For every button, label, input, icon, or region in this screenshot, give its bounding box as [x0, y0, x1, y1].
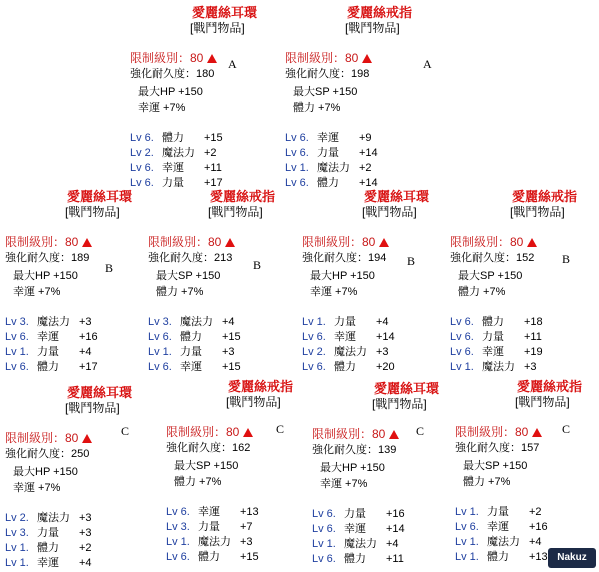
enchant-row [285, 144, 378, 160]
enchant-value: +11 [524, 331, 542, 343]
enchant-level: Lv 6. [148, 331, 172, 343]
level-requirement: 限制級別：80 [5, 429, 92, 446]
durability: 強化耐久度：213 [148, 252, 233, 264]
enchant-row [148, 313, 235, 329]
item-title: 愛麗絲耳環 [67, 385, 133, 400]
bonus-stat: 幸運 +7% [13, 482, 61, 494]
set-tag: C [416, 424, 425, 438]
enchant-row [302, 343, 389, 359]
enchant-level: Lv 2. [5, 512, 29, 524]
enchant-value: +14 [376, 331, 395, 343]
item-category: [戰鬥物品] [226, 395, 281, 409]
enchant-stat-name: 幸運 [344, 523, 366, 535]
enchant-level: Lv 6. [166, 506, 190, 518]
enchant-row [5, 509, 92, 525]
enchant-stat-name: 幸運 [180, 361, 202, 373]
level-requirement: 限制級別：80 [285, 49, 372, 66]
enchant-level: Lv 1. [5, 557, 29, 569]
enchant-value: +4 [386, 538, 399, 550]
enchant-level: Lv 1. [455, 551, 479, 563]
enchant-level: Lv 6. [285, 177, 309, 189]
set-tag: C [562, 422, 571, 436]
main-stat: 最大SP +150 [293, 86, 358, 98]
durability: 強化耐久度：157 [455, 442, 540, 454]
set-tag: B [253, 258, 262, 272]
durability: 強化耐久度：152 [450, 252, 535, 264]
enchant-stat-name: 體力 [162, 132, 184, 144]
enchant-level: Lv 6. [130, 132, 154, 144]
enchant-stat-name: 魔法力 [487, 536, 520, 548]
enchant-row [5, 343, 92, 359]
main-stat: 最大SP +150 [458, 270, 523, 282]
enchant-stat-name: 魔法力 [162, 147, 195, 159]
item-category: [戰鬥物品] [345, 21, 400, 35]
enchant-row [302, 358, 395, 374]
enchant-row [285, 159, 372, 175]
enchant-row [455, 548, 548, 564]
main-stat: 最大SP +150 [156, 270, 221, 282]
enchant-stat-name: 魔法力 [334, 346, 367, 358]
item-card [285, 2, 435, 187]
item-title: 愛麗絲耳環 [67, 189, 133, 204]
item-title: 愛麗絲戒指 [228, 379, 294, 394]
enchant-value: +2 [529, 506, 542, 518]
enchant-level: Lv 1. [5, 346, 29, 358]
item-title: 愛麗絲戒指 [517, 379, 583, 394]
item-card [148, 186, 298, 371]
enchant-level: Lv 1. [148, 346, 172, 358]
level-requirement: 限制級別：80 [5, 233, 92, 250]
main-stat: 最大HP +150 [320, 462, 385, 474]
enchant-value: +3 [79, 527, 92, 539]
enchant-stat-name: 魔法力 [317, 162, 350, 174]
enchant-row [5, 313, 92, 329]
enchant-value: +13 [240, 506, 259, 518]
enchant-row [455, 533, 542, 549]
enchant-value: +19 [524, 346, 543, 358]
enchant-row [450, 358, 537, 374]
item-card [130, 2, 280, 187]
enchant-level: Lv 1. [285, 162, 309, 174]
enchant-stat-name: 體力 [334, 361, 356, 373]
warning-triangle-icon [225, 238, 235, 247]
enchant-value: +3 [376, 346, 389, 358]
item-category: [戰鬥物品] [515, 395, 570, 409]
enchant-value: +4 [79, 557, 92, 569]
enchant-value: +15 [240, 551, 259, 563]
enchant-level: Lv 1. [455, 536, 479, 548]
enchant-value: +18 [524, 316, 543, 328]
enchant-level: Lv 6. [312, 508, 336, 520]
durability: 強化耐久度：189 [5, 252, 90, 264]
enchant-value: +11 [204, 162, 222, 174]
enchant-stat-name: 力量 [37, 346, 59, 358]
enchant-value: +2 [359, 162, 372, 174]
enchant-value: +16 [386, 508, 405, 520]
item-category: [戰鬥物品] [190, 21, 245, 35]
enchant-stat-name: 幸運 [162, 162, 184, 174]
durability: 強化耐久度：194 [302, 252, 387, 264]
enchant-row [312, 505, 405, 521]
set-tag: B [407, 254, 416, 268]
enchant-stat-name: 體力 [317, 177, 339, 189]
enchant-stat-name: 幸運 [198, 506, 220, 518]
enchant-row [166, 533, 253, 549]
durability: 強化耐久度：250 [5, 448, 90, 460]
item-card [166, 376, 316, 561]
enchant-level: Lv 6. [450, 346, 474, 358]
bonus-stat: 體力 +7% [174, 476, 222, 488]
durability: 強化耐久度：180 [130, 68, 215, 80]
enchant-stat-name: 力量 [37, 527, 59, 539]
enchant-row [5, 539, 92, 555]
enchant-level: Lv 6. [5, 361, 29, 373]
level-requirement: 限制級別：80 [302, 233, 389, 250]
enchant-value: +20 [376, 361, 395, 373]
set-tag: B [105, 261, 114, 275]
item-title: 愛麗絲耳環 [374, 381, 440, 396]
enchant-row [450, 313, 543, 329]
enchant-stat-name: 魔法力 [482, 361, 515, 373]
main-stat: 最大HP +150 [310, 270, 375, 282]
durability: 強化耐久度：139 [312, 444, 397, 456]
enchant-row [148, 358, 241, 374]
enchant-value: +15 [222, 331, 241, 343]
item-category: [戰鬥物品] [362, 205, 417, 219]
enchant-stat-name: 魔法力 [344, 538, 377, 550]
set-tag: A [228, 57, 237, 71]
warning-triangle-icon [243, 428, 253, 437]
enchant-value: +15 [204, 132, 223, 144]
enchant-row [166, 518, 253, 534]
enchant-level: Lv 6. [455, 521, 479, 533]
enchant-value: +17 [204, 177, 223, 189]
enchant-value: +7 [240, 521, 253, 533]
enchant-value: +4 [222, 316, 235, 328]
enchant-value: +9 [359, 132, 372, 144]
enchant-level: Lv 6. [312, 523, 336, 535]
item-title: 愛麗絲戒指 [512, 189, 578, 204]
enchant-value: +11 [386, 553, 404, 565]
enchant-stat-name: 幸運 [317, 132, 339, 144]
level-requirement: 限制級別：80 [455, 423, 542, 440]
item-card [450, 186, 599, 371]
level-requirement: 限制級別：80 [166, 423, 253, 440]
enchant-level: Lv 1. [455, 506, 479, 518]
warning-triangle-icon [362, 54, 372, 63]
enchant-row [148, 343, 235, 359]
enchant-stat-name: 體力 [37, 361, 59, 373]
enchant-row [450, 328, 542, 344]
enchant-row [166, 548, 259, 564]
enchant-level: Lv 6. [302, 361, 326, 373]
enchant-level: Lv 1. [302, 316, 326, 328]
enchant-stat-name: 力量 [317, 147, 339, 159]
enchant-stat-name: 體力 [180, 331, 202, 343]
level-requirement: 限制級別：80 [148, 233, 235, 250]
enchant-stat-name: 幸運 [37, 331, 59, 343]
main-stat: 最大SP +150 [463, 460, 528, 472]
enchant-row [302, 313, 389, 329]
enchant-row [148, 328, 241, 344]
enchant-value: +15 [222, 361, 241, 373]
enchant-level: Lv 6. [285, 147, 309, 159]
enchant-row [166, 503, 259, 519]
enchant-level: Lv 6. [450, 331, 474, 343]
enchant-stat-name: 力量 [344, 508, 366, 520]
enchant-value: +3 [222, 346, 235, 358]
enchant-stat-name: 幸運 [487, 521, 509, 533]
level-requirement: 限制級別：80 [312, 425, 399, 442]
enchant-value: +3 [240, 536, 253, 548]
enchant-stat-name: 體力 [198, 551, 220, 563]
enchant-row [5, 554, 92, 570]
enchant-level: Lv 3. [148, 316, 172, 328]
set-tag: C [121, 424, 130, 438]
enchant-value: +16 [529, 521, 548, 533]
enchant-row [285, 129, 372, 145]
enchant-stat-name: 力量 [334, 316, 356, 328]
set-tag: A [423, 57, 432, 71]
enchant-level: Lv 6. [166, 551, 190, 563]
enchant-level: Lv 2. [302, 346, 326, 358]
set-tag: B [562, 252, 571, 266]
enchant-value: +3 [524, 361, 537, 373]
bonus-stat: 幸運 +7% [320, 478, 368, 490]
level-requirement: 限制級別：80 [450, 233, 537, 250]
enchant-stat-name: 力量 [180, 346, 202, 358]
enchant-level: Lv 6. [148, 361, 172, 373]
watermark-logo: Nakuz [548, 548, 596, 568]
enchant-value: +14 [359, 147, 378, 159]
enchant-level: Lv 6. [5, 331, 29, 343]
enchant-level: Lv 1. [450, 361, 474, 373]
enchant-value: +13 [529, 551, 548, 563]
main-stat: 最大HP +150 [13, 466, 78, 478]
bonus-stat: 體力 +7% [458, 286, 506, 298]
enchant-level: Lv 3. [5, 527, 29, 539]
enchant-value: +2 [79, 542, 92, 554]
enchant-value: +4 [79, 346, 92, 358]
enchant-level: Lv 6. [285, 132, 309, 144]
item-card [5, 382, 155, 567]
enchant-level: Lv 2. [130, 147, 154, 159]
item-category: [戰鬥物品] [372, 397, 427, 411]
enchant-row [455, 503, 542, 519]
enchant-stat-name: 體力 [482, 316, 504, 328]
enchant-level: Lv 1. [166, 536, 190, 548]
enchant-stat-name: 幸運 [37, 557, 59, 569]
durability: 強化耐久度：198 [285, 68, 370, 80]
enchant-stat-name: 魔法力 [37, 316, 70, 328]
enchant-stat-name: 魔法力 [180, 316, 213, 328]
item-category: [戰鬥物品] [510, 205, 565, 219]
enchant-row [130, 159, 222, 175]
enchant-row [450, 343, 543, 359]
enchant-row [312, 535, 399, 551]
enchant-row [5, 358, 98, 374]
enchant-stat-name: 幸運 [334, 331, 356, 343]
main-stat: 最大HP +150 [138, 86, 203, 98]
warning-triangle-icon [527, 238, 537, 247]
enchant-level: Lv 6. [130, 177, 154, 189]
item-card [5, 186, 155, 371]
set-tag: C [276, 422, 285, 436]
level-requirement: 限制級別：80 [130, 49, 217, 66]
item-category: [戰鬥物品] [208, 205, 263, 219]
enchant-stat-name: 體力 [344, 553, 366, 565]
warning-triangle-icon [379, 238, 389, 247]
main-stat: 最大HP +150 [13, 270, 78, 282]
enchant-value: +14 [386, 523, 405, 535]
enchant-level: Lv 6. [312, 553, 336, 565]
enchant-level: Lv 6. [130, 162, 154, 174]
enchant-row [312, 520, 405, 536]
enchant-level: Lv 1. [312, 538, 336, 550]
bonus-stat: 體力 +7% [156, 286, 204, 298]
enchant-level: Lv 1. [5, 542, 29, 554]
warning-triangle-icon [82, 434, 92, 443]
enchant-row [302, 328, 395, 344]
warning-triangle-icon [532, 428, 542, 437]
warning-triangle-icon [82, 238, 92, 247]
enchant-stat-name: 體力 [37, 542, 59, 554]
enchant-value: +4 [376, 316, 389, 328]
enchant-value: +2 [204, 147, 217, 159]
enchant-stat-name: 力量 [162, 177, 184, 189]
item-card [455, 376, 599, 561]
main-stat: 最大SP +150 [174, 460, 239, 472]
item-card [312, 378, 462, 563]
enchant-row [130, 144, 217, 160]
enchant-level: Lv 3. [166, 521, 190, 533]
item-card [302, 186, 452, 371]
enchant-value: +14 [359, 177, 378, 189]
bonus-stat: 體力 +7% [293, 102, 341, 114]
durability: 強化耐久度：162 [166, 442, 251, 454]
item-title: 愛麗絲戒指 [210, 189, 276, 204]
enchant-level: Lv 6. [450, 316, 474, 328]
enchant-stat-name: 體力 [487, 551, 509, 563]
bonus-stat: 幸運 +7% [310, 286, 358, 298]
bonus-stat: 幸運 +7% [13, 286, 61, 298]
enchant-stat-name: 魔法力 [198, 536, 231, 548]
enchant-stat-name: 力量 [482, 331, 504, 343]
enchant-row [312, 550, 404, 566]
enchant-stat-name: 力量 [487, 506, 509, 518]
enchant-row [5, 524, 92, 540]
enchant-row [5, 328, 98, 344]
item-category: [戰鬥物品] [65, 401, 120, 415]
enchant-value: +3 [79, 512, 92, 524]
bonus-stat: 體力 +7% [463, 476, 511, 488]
item-category: [戰鬥物品] [65, 205, 120, 219]
enchant-stat-name: 魔法力 [37, 512, 70, 524]
warning-triangle-icon [207, 54, 217, 63]
enchant-stat-name: 幸運 [482, 346, 504, 358]
enchant-stat-name: 力量 [198, 521, 220, 533]
enchant-value: +17 [79, 361, 98, 373]
bonus-stat: 幸運 +7% [138, 102, 186, 114]
item-title: 愛麗絲戒指 [347, 5, 413, 20]
item-title: 愛麗絲耳環 [364, 189, 430, 204]
enchant-row [130, 129, 223, 145]
warning-triangle-icon [389, 430, 399, 439]
enchant-value: +4 [529, 536, 542, 548]
item-title: 愛麗絲耳環 [192, 5, 258, 20]
enchant-row [455, 518, 548, 534]
enchant-value: +3 [79, 316, 92, 328]
enchant-value: +16 [79, 331, 98, 343]
enchant-level: Lv 6. [302, 331, 326, 343]
enchant-level: Lv 3. [5, 316, 29, 328]
